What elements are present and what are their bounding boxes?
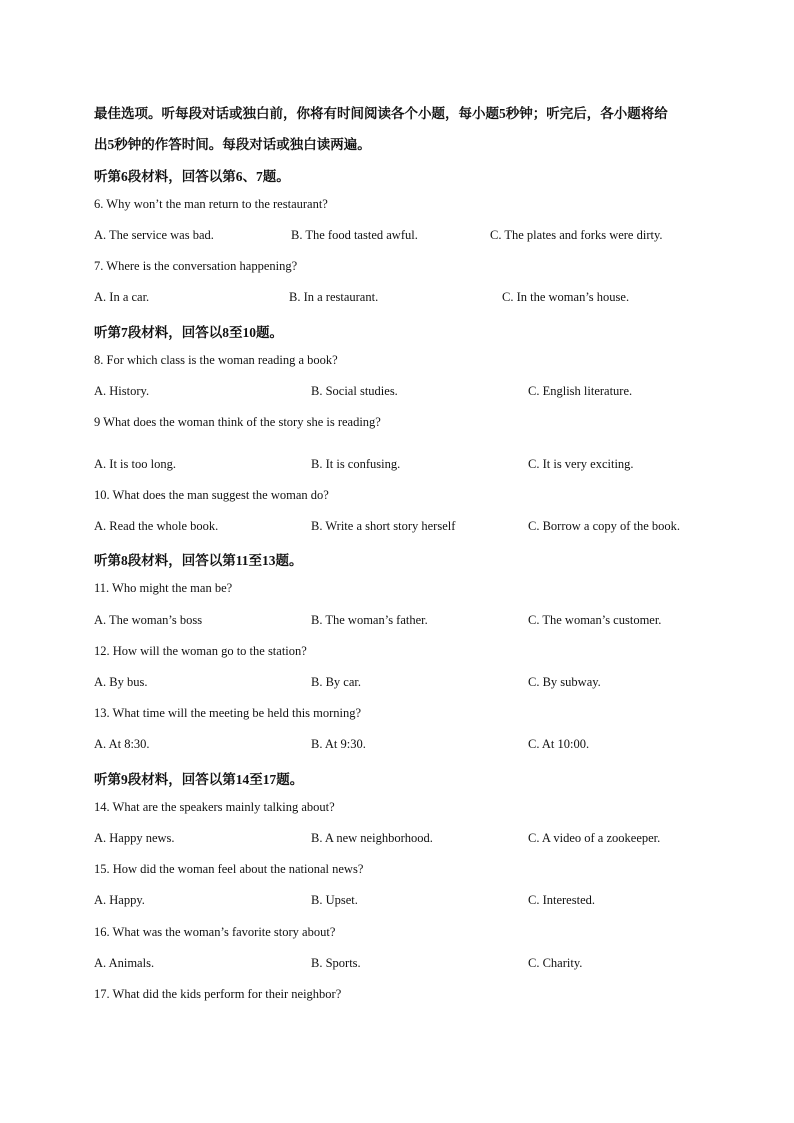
option-b: B. It is confusing. bbox=[311, 457, 401, 471]
question-text: 6. Why won’t the man return to the restaurant? bbox=[94, 197, 328, 211]
option-a: A. Read the whole book. bbox=[94, 519, 219, 533]
question-text: 8. For which class is the woman reading a book? bbox=[94, 353, 338, 367]
option-c: C. English literature. bbox=[528, 384, 633, 398]
option-c: C. The plates and forks were dirty. bbox=[490, 228, 663, 242]
option-a: A. History. bbox=[94, 384, 150, 398]
question-text: 14. What are the speakers mainly talking about? bbox=[94, 800, 335, 814]
intro-line-1: 最佳选项。听每段对话或独白前，你将有时间阅读各个小题，每小题5秒钟；听完后，各小题将给 bbox=[94, 106, 668, 121]
option-b: B. Write a short story herself bbox=[311, 519, 456, 533]
option-a: A. Animals. bbox=[94, 956, 155, 970]
option-c: C. At 10:00. bbox=[528, 737, 590, 751]
option-c: C. Borrow a copy of the book. bbox=[528, 519, 681, 533]
option-a: A. The service was bad. bbox=[94, 228, 214, 242]
section-header: 听第7段材料，回答以8至10题。 bbox=[94, 325, 283, 340]
option-b: B. Sports. bbox=[311, 956, 361, 970]
question-text: 10. What does the man suggest the woman do? bbox=[94, 488, 329, 502]
option-c: C. It is very exciting. bbox=[528, 457, 634, 471]
option-a: A. It is too long. bbox=[94, 457, 176, 471]
option-a: A. The woman’s boss bbox=[94, 613, 203, 627]
option-b: B. The woman’s father. bbox=[311, 613, 428, 627]
question-text: 15. How did the woman feel about the national news? bbox=[94, 862, 364, 876]
option-b: B. In a restaurant. bbox=[289, 290, 379, 304]
section-header: 听第6段材料，回答以第6、7题。 bbox=[94, 169, 290, 184]
option-a: A. Happy news. bbox=[94, 831, 175, 845]
option-b: B. A new neighborhood. bbox=[311, 831, 433, 845]
option-b: B. Upset. bbox=[311, 893, 358, 907]
option-b: B. The food tasted awful. bbox=[291, 228, 418, 242]
option-a: A. In a car. bbox=[94, 290, 150, 304]
question-text: 11. Who might the man be? bbox=[94, 581, 233, 595]
question-text: 13. What time will the meeting be held this morning? bbox=[94, 706, 362, 720]
option-c: C. A video of a zookeeper. bbox=[528, 831, 661, 845]
intro-line-2: 出5秒钟的作答时间。每段对话或独白读两遍。 bbox=[94, 137, 371, 152]
option-c: C. Interested. bbox=[528, 893, 595, 907]
option-b: B. By car. bbox=[311, 675, 361, 689]
question-text: 9 What does the woman think of the story she is reading? bbox=[94, 415, 381, 429]
question-text: 7. Where is the conversation happening? bbox=[94, 259, 298, 273]
option-c: C. The woman’s customer. bbox=[528, 613, 662, 627]
option-c: C. Charity. bbox=[528, 956, 583, 970]
question-text: 17. What did the kids perform for their neighbor? bbox=[94, 987, 342, 1001]
question-text: 16. What was the woman’s favorite story about? bbox=[94, 925, 336, 939]
question-text: 12. How will the woman go to the station? bbox=[94, 644, 307, 658]
option-a: A. Happy. bbox=[94, 893, 145, 907]
section-header: 听第9段材料，回答以第14至17题。 bbox=[94, 772, 304, 787]
option-a: A. At 8:30. bbox=[94, 737, 150, 751]
option-c: C. In the woman’s house. bbox=[502, 290, 630, 304]
option-b: B. At 9:30. bbox=[311, 737, 366, 751]
option-b: B. Social studies. bbox=[311, 384, 398, 398]
option-c: C. By subway. bbox=[528, 675, 601, 689]
option-a: A. By bus. bbox=[94, 675, 148, 689]
section-header: 听第8段材料，回答以第11至13题。 bbox=[94, 553, 303, 568]
